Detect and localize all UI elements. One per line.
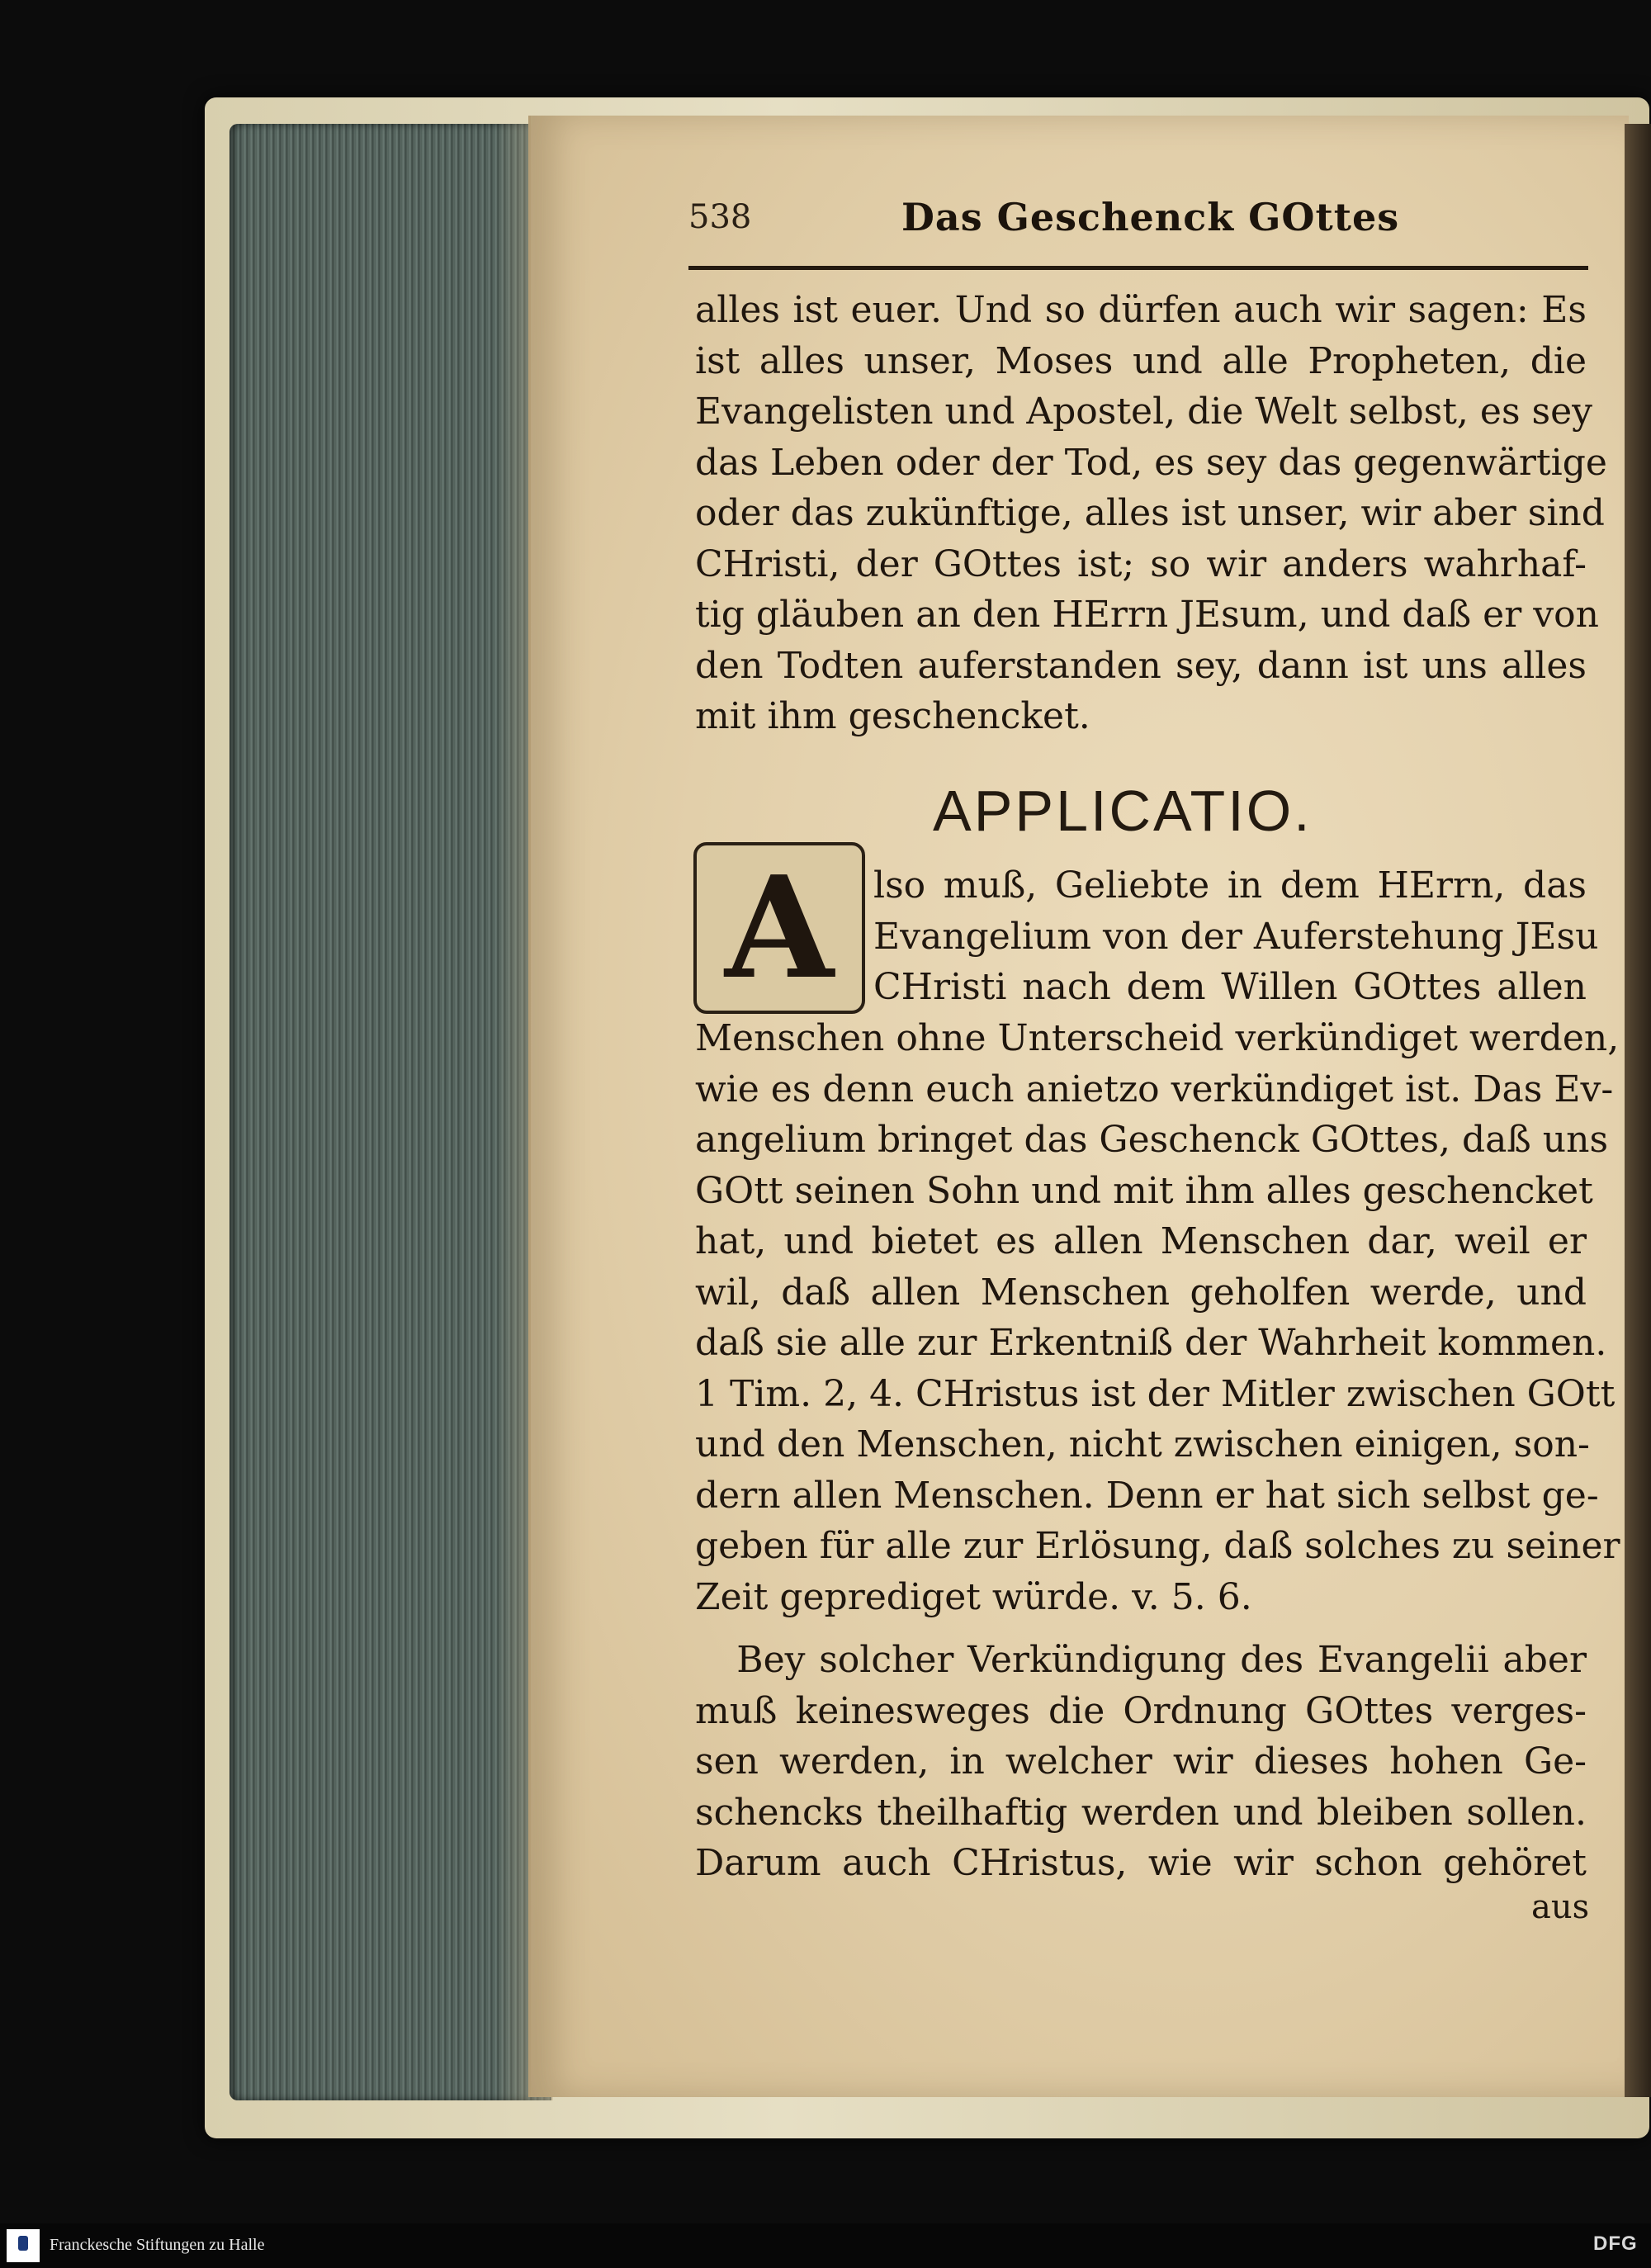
paragraph-2-indented	[873, 860, 1599, 1013]
running-head	[688, 195, 1588, 248]
text-line: dern allen Menschen. Denn er hat sich selbst ge-	[695, 1474, 1599, 1517]
paragraph-2	[695, 1013, 1620, 1622]
text-line: lso muß, Geliebte in dem HErrn, das	[873, 864, 1587, 907]
text-line: CHristi nach dem Willen GOttes allen	[873, 966, 1587, 1008]
text-line: schencks theilhaftig werden und bleiben sollen.	[695, 1791, 1587, 1834]
text-line: Bey solcher Verkündigung des Evangelii aber	[695, 1639, 1587, 1681]
running-title: Das Geschenck GOttes	[901, 195, 1400, 239]
text-line: angelium bringet das Geschenck GOttes, daß uns	[695, 1119, 1609, 1161]
section-heading: APPLICATIO.	[933, 779, 1313, 843]
text-line: ist alles unser, Moses und alle Propheten, die	[695, 339, 1587, 382]
text-line: Darum auch CHristus, wie wir schon gehöret	[695, 1842, 1587, 1884]
drop-cap-letter: A	[725, 845, 834, 1011]
text-line: oder das zukünftige, alles ist unser, wir aber sind	[695, 492, 1605, 534]
text-line: wie es denn euch anietzo verkündiget ist. Das Ev-	[695, 1068, 1614, 1110]
text-line: Menschen ohne Unterscheid verkündiget werden,	[695, 1017, 1620, 1059]
page-number: 538	[688, 198, 752, 236]
footer-institution-label: Franckesche Stiftungen zu Halle	[50, 2236, 265, 2254]
dfg-logo: DFG	[1593, 2232, 1638, 2255]
text-line: Evangelisten und Apostel, die Welt selbst, es sey	[695, 391, 1592, 433]
text-line: geben für alle zur Erlösung, daß solches zu seiner	[695, 1525, 1620, 1567]
text-line: Evangelium von der Auferstehung JEsu	[873, 915, 1599, 958]
text-line: das Leben oder der Tod, es sey das gegenwärtige	[695, 441, 1607, 484]
text-line: 1 Tim. 2, 4. CHristus ist der Mitler zwischen GOtt	[695, 1372, 1616, 1415]
text-line: GOtt seinen Sohn und mit ihm alles geschencket	[695, 1169, 1593, 1212]
text-line: CHristi, der GOttes ist; so wir anders wahrhaf-	[695, 542, 1587, 585]
paragraph-3	[695, 1635, 1587, 1889]
drop-cap-initial	[693, 842, 865, 1014]
text-line: hat, und bietet es allen Menschen dar, weil er	[695, 1220, 1587, 1262]
text-line: Zeit geprediget würde. v. 5. 6.	[695, 1575, 1252, 1618]
paragraph-1	[695, 285, 1607, 742]
text-line: daß sie alle zur Erkentniß der Wahrheit kommen.	[695, 1322, 1607, 1364]
text-line: alles ist euer. Und so dürfen auch wir sagen: Es	[695, 289, 1587, 331]
text-line: wil, daß allen Menschen geholfen werde, und	[695, 1271, 1587, 1314]
text-line: sen werden, in welcher wir dieses hohen Ge-	[695, 1740, 1587, 1783]
text-line: muß keinesweges die Ordnung GOttes verges-	[695, 1689, 1587, 1732]
text-line: tig gläuben an den HErrn JEsum, und daß er von	[695, 594, 1599, 636]
institution-logo-icon	[7, 2229, 40, 2262]
text-line: den Todten auferstanden sey, dann ist uns alles	[695, 644, 1587, 687]
header-rule	[688, 266, 1588, 270]
facing-page-edge	[1625, 124, 1651, 2097]
text-line: mit ihm geschencket.	[695, 695, 1090, 737]
catchword: aus	[1531, 1888, 1590, 1926]
text-line: und den Menschen, nicht zwischen einigen, son-	[695, 1423, 1590, 1465]
